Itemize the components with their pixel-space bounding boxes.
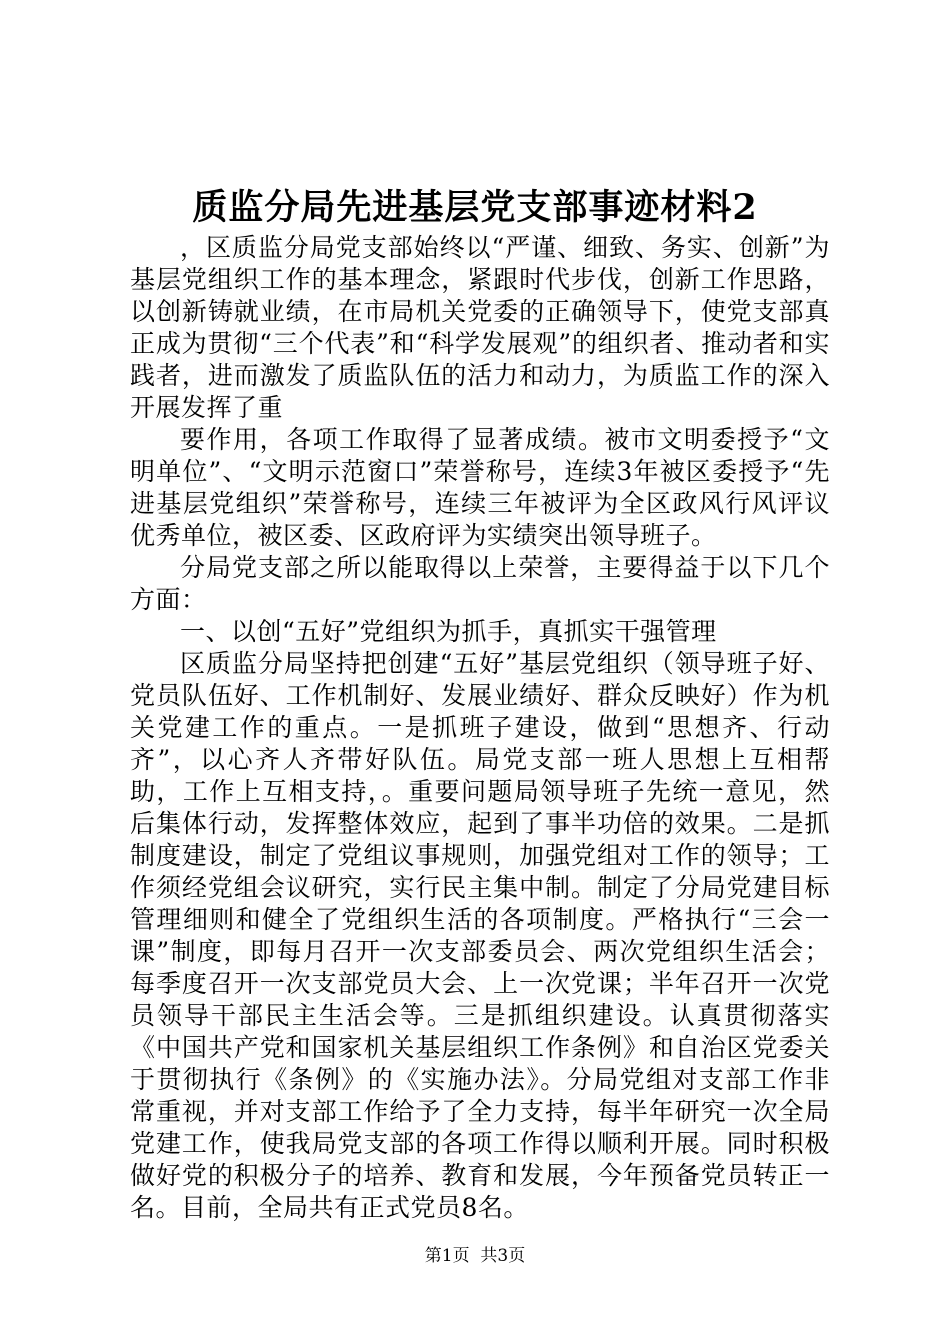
paragraph-achievements: 要作用，各项工作取得了显著成绩。被市文明委授予“文明单位”、“文明示范窗口”荣誉称号，连续3年被区委授予“先进基层党组织”荣誉称号，连续三年被评为全区政风行风评议优秀单位，被区委、区政府评为实绩突出领导班子。: [130, 425, 830, 550]
page-number-label: 第1页 共3页: [424, 1246, 526, 1266]
paragraph-intro: ，区质监分局党支部始终以“严谨、细致、务实、创新”为基层党组织工作的基本理念，紧跟时代步伐，创新工作思路，以创新铸就业绩，在市局机关党委的正确领导下，使党支部真正成为贯彻“三个代表”和“科学发展观”的组织者、推动者和实践者，进而激发了质监队伍的活力和动力，为质监工作的深入开展发挥了重: [130, 233, 830, 422]
document-title: 质监分局先进基层党支部事迹材料2: [192, 187, 758, 228]
paragraph-section-one: 区质监分局坚持把创建“五好”基层党组织（领导班子好、党员队伍好、工作机制好、发展业绩好、群众反映好）作为机关党建工作的重点。一是抓班子建设，做到“思想齐、行动齐”，以心齐人齐带好队伍。局党支部一班人思想上互相帮助，工作上互相支持，。重要问题局领导班子先统一意见，然后集体行动，发挥整体效应，起到了事半功倍的效果。二是抓制度建设，制定了党组议事规则，加强党组对工作的领导；工作须经党组会议研究，实行民主集中制。制定了分局党建目标管理细则和健全了党组织生活的各项制度。严格执行“三会一课”制度，即每月召开一次支部委员会、两次党组织生活会；每季度召开一次支部党员大会、上一次党课；半年召开一次党员领导干部民主生活会等。三是抓组织建设。认真贯彻落实《中国共产党和国家机关基层组织工作条例》和自治区党委关于贯彻执行《条例》的《实施办法》。分局党组对支部工作非常重视，并对支部工作给予了全力支持，每半年研究一次全局党建工作，使我局党支部的各项工作得以顺利开展。同时积极做好党的积极分子的培养、教育和发展，今年预备党员转正一名。目前，全局共有正式党员8名。: [130, 649, 830, 1222]
document-body: [130, 232, 830, 1224]
section-heading-one: 一、以创“五好”党组织为抓手，真抓实干强管理: [180, 617, 717, 646]
page-footer: [0, 1245, 950, 1267]
paragraph-reasons: 分局党支部之所以能取得以上荣誉，主要得益于以下几个方面：: [130, 553, 830, 614]
